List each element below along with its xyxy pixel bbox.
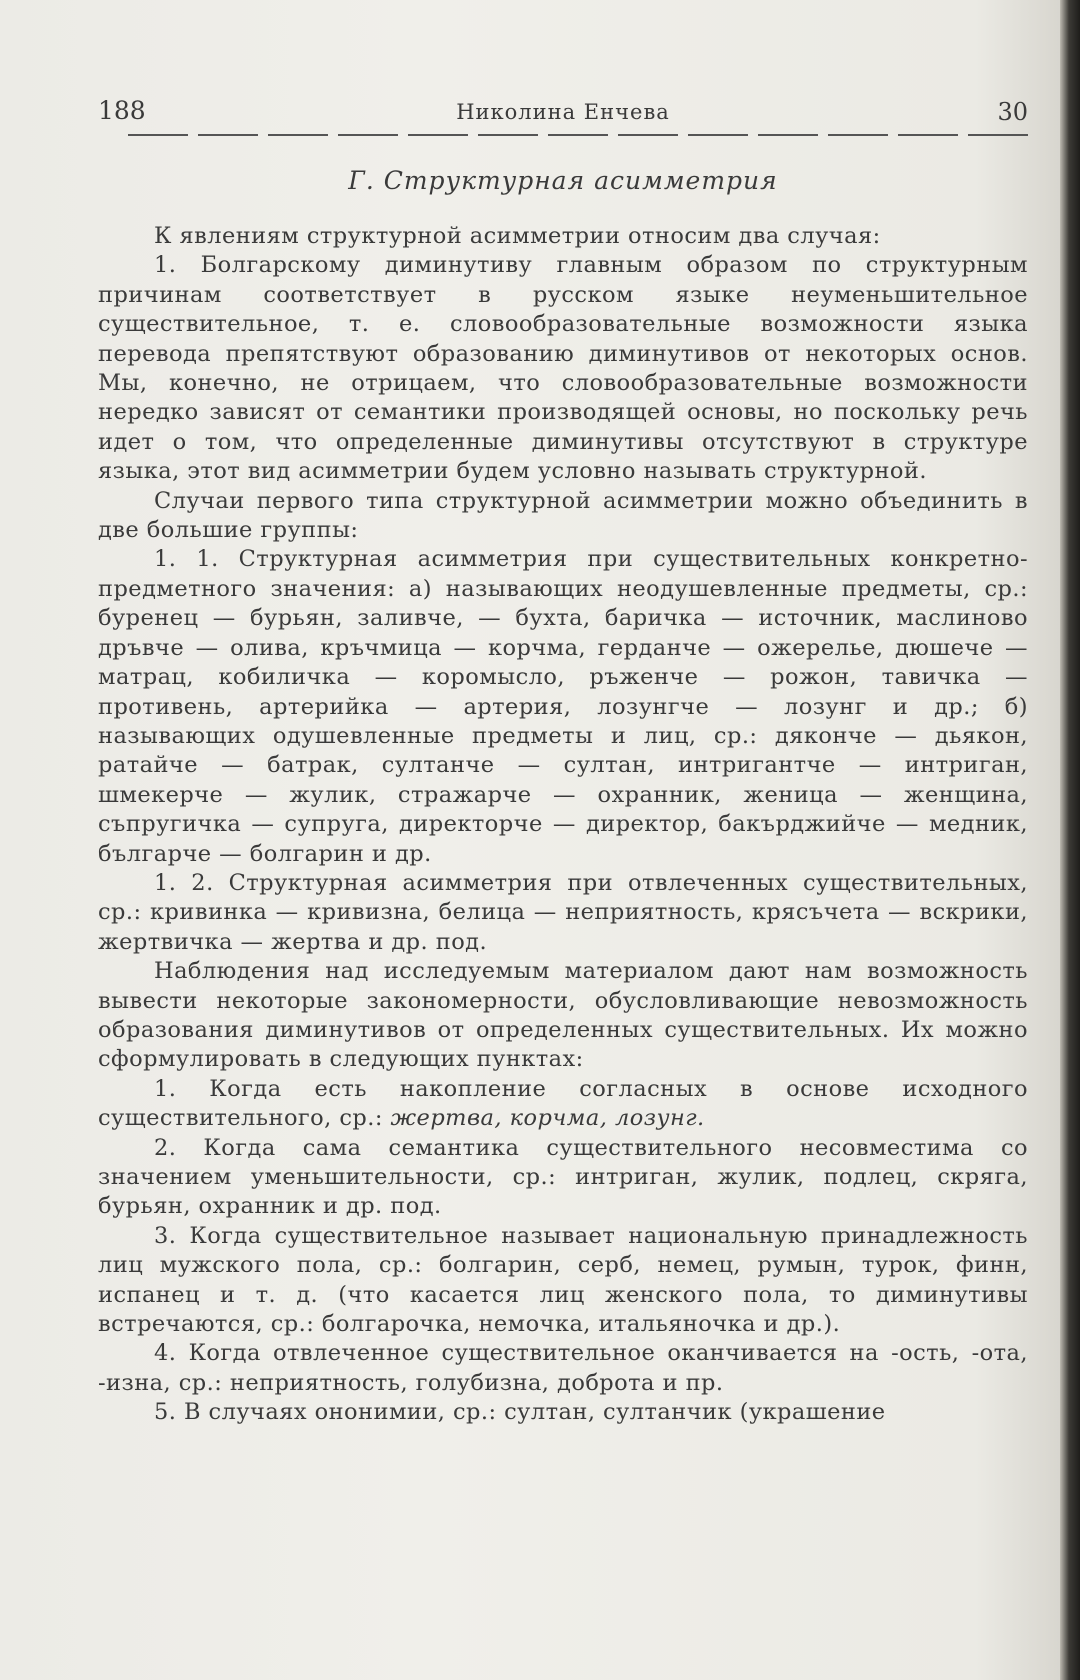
issue-number: 30 <box>997 98 1028 126</box>
page-number: 188 <box>98 96 146 125</box>
paragraph: 1. 1. Структурная асимметрия при существительных конкретно-предметного значения: а) называющих неодушевленные предметы, ср.: буренец — бурьян, заливче, — бухта, баричка — источник, маслиново дръвче — олива, кръчмица — корчма, герданче — ожерелье, дюшече — матрац, кобиличка — коромысло, ръженче — рожон, тавичка — противень, артерийка — артерия, лозунгче — лозунг и др.; б) называющих одушевленные предметы и лиц, ср.: дяконче — дьякон, ратайче — батрак, султанче — султан, интригантче — интриган, шмекерче — жулик, стражарче — охранник, женица — женщина, съпругичка — супруга, директорче — директор, бакърджийче — медник, българче — болгарин и др. <box>98 546 1028 867</box>
example-word: жертва, корчма, лозунг. <box>390 1105 705 1132</box>
rule-item: 2. Когда сама семантика существительного несовместима со значением уменьшительности, ср.: интриган, жулик, подлец, скряга, бурьян, охранник и др. под. <box>98 1134 1028 1220</box>
body-text <box>98 222 1028 1428</box>
paragraph: 1. 2. Структурная асимметрия при отвлеченных существительных, ср.: кривинка — кривизна, белица — неприятность, крясъчета — вскрики, жертвичка — жертва и др. под. <box>98 869 1028 955</box>
running-head-author: Николина Енчева <box>456 100 670 124</box>
paragraph: Случаи первого типа структурной асимметрии можно объединить в две большие группы: <box>98 487 1028 544</box>
rule-item: 3. Когда существительное называет национальную принадлежность лиц мужского пола, ср.: болгарин, серб, немец, румын, турок, финн, испанец и т. д. (что касается лиц женского пола, то диминутивы встречаются, ср.: болгарочка, немочка, итальяночка и др.). <box>98 1222 1028 1338</box>
running-head <box>98 96 1028 140</box>
page-edge-shadow <box>1060 0 1080 1680</box>
paragraph: Наблюдения над исследуемым материалом дают нам возможность вывести некоторые закономерности, обусловливающие невозможность образования диминутивов от определенных существительных. Их можно сформулировать в следующих пунктах: <box>98 958 1028 1073</box>
paragraph: К явлениям структурной асимметрии относим два случая: <box>154 223 881 249</box>
section-heading: Г. Структурная асимметрия <box>348 166 778 195</box>
header-rule <box>128 134 1028 136</box>
rule-item: 4. Когда отвлеченное существительное оканчивается на -ость, -ота, -изна, ср.: неприятность, голубизна, доброта и пр. <box>98 1340 1028 1396</box>
rule-item: 5. В случаях ононимии, ср.: султан, султанчик (украшение <box>154 1399 886 1426</box>
paragraph: 1. Болгарскому диминутиву главным образом по структурным причинам соответствует в русском языке неуменьшительное существительное, т. е. словообразовательные возможности языка перевода препятствуют образованию диминутивов от некоторых основ. Мы, конечно, не отрицаем, что словообразовательные возможности нередко зависят от семантики производящей основы, но поскольку речь идет о том, что определенные диминутивы отсутствуют в структуре языка, этот вид асимметрии будем условно называть структурной. <box>98 252 1028 485</box>
rule-item-text: 1. Когда есть накопление согласных в основе исходного существительного, ср.: <box>98 1075 1028 1132</box>
rule-item <box>98 1075 1028 1134</box>
